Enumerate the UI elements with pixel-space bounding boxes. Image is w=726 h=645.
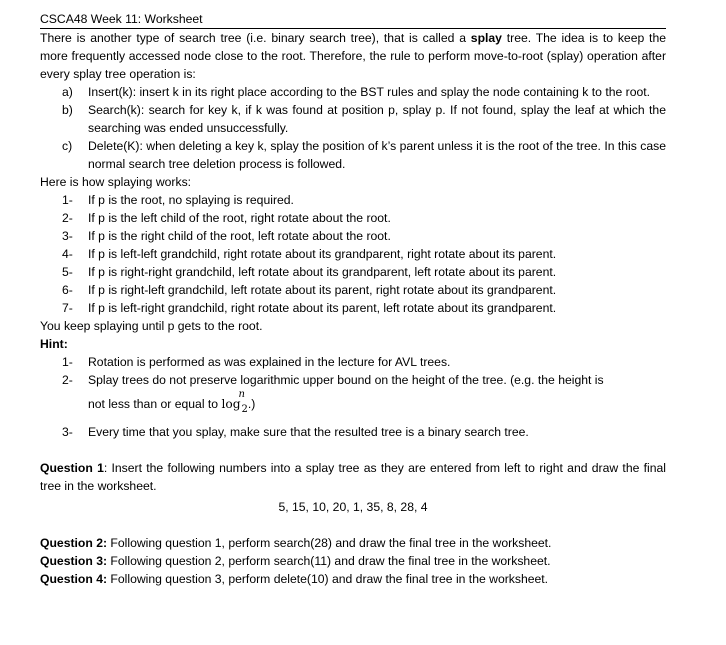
hint-label-text: Hint: bbox=[40, 337, 68, 351]
operation-item-delete bbox=[40, 137, 666, 173]
operation-text: Delete(K): when deleting a key k, splay the position of k’s parent unless it is the root of the tree. In this case normal search tree deletion process is followed. bbox=[88, 139, 666, 171]
intro-bold-term: splay bbox=[470, 31, 502, 45]
log-subscript: 2 bbox=[241, 404, 248, 415]
rule-item bbox=[40, 209, 666, 227]
operation-item-insert bbox=[40, 83, 666, 101]
question-1 bbox=[40, 459, 666, 495]
spacer bbox=[40, 516, 666, 534]
rule-marker: 1- bbox=[62, 193, 73, 207]
rule-item bbox=[40, 191, 666, 209]
hint-text-line1: Splay trees do not preserve logarithmic upper bound on the height of the tree. (e.g. the height is bbox=[88, 373, 604, 387]
rule-text: If p is the root, no splaying is required. bbox=[88, 193, 294, 207]
rule-text: If p is right-left grandchild, left rotate about its parent, right rotate about its grandparent. bbox=[88, 283, 557, 297]
rule-text: If p is left-left grandchild, right rotate about its grandparent, right rotate about its parent. bbox=[88, 247, 557, 261]
page-header: CSCA48 Week 11: Worksheet bbox=[40, 10, 666, 29]
intro-text-before: There is another type of search tree (i.e. binary search tree), that is called a bbox=[40, 31, 471, 45]
log-expression bbox=[221, 389, 248, 415]
operation-marker: b) bbox=[62, 103, 73, 117]
rule-marker: 6- bbox=[62, 283, 73, 297]
rule-marker: 4- bbox=[62, 247, 73, 261]
hint-item bbox=[40, 423, 666, 441]
number-sequence: 5, 15, 10, 20, 1, 35, 8, 28, 4 bbox=[278, 500, 428, 514]
log-superscript: n bbox=[238, 389, 245, 400]
question-2-label: Question 2: bbox=[40, 536, 108, 550]
question-3-label: Question 3: bbox=[40, 554, 108, 568]
worksheet-page bbox=[40, 10, 666, 588]
hint-marker: 3- bbox=[62, 425, 73, 439]
hint-text-line2-before: not less than or equal to bbox=[88, 397, 222, 411]
log-function: log bbox=[221, 397, 241, 411]
operation-text: Insert(k): insert k in its right place according to the BST rules and splay the node containing k to the root. bbox=[88, 85, 651, 99]
rule-text: If p is the left child of the root, right rotate about the root. bbox=[88, 211, 391, 225]
rule-item bbox=[40, 281, 666, 299]
rule-marker: 5- bbox=[62, 265, 73, 279]
intro-text-after: tree. The idea is to keep the more frequently accessed node close to the root. Therefore, the rule to perform move-to-root (splay) operation after every splay tree operation is: bbox=[40, 31, 666, 81]
hint-text: Rotation is performed as was explained in the lecture for AVL trees. bbox=[88, 355, 451, 369]
how-label: Here is how splaying works: bbox=[40, 175, 192, 189]
hint-text: Every time that you splay, make sure that the resulted tree is a binary search tree. bbox=[88, 425, 529, 439]
rule-marker: 7- bbox=[62, 301, 73, 315]
question-3 bbox=[40, 552, 666, 570]
hint-item bbox=[40, 353, 666, 371]
spacer bbox=[40, 441, 666, 459]
question-4-label: Question 4: bbox=[40, 572, 108, 586]
question-2-text: Following question 1, perform search(28) and draw the final tree in the worksheet. bbox=[107, 536, 552, 550]
question-1-text: : Insert the following numbers into a splay tree as they are entered from left to right and draw the final tree in the worksheet. bbox=[40, 461, 666, 493]
question-1-label: Question 1 bbox=[40, 461, 104, 475]
question-4 bbox=[40, 570, 666, 588]
hint-text-line2 bbox=[88, 389, 666, 415]
operation-marker: a) bbox=[62, 85, 73, 99]
rule-marker: 2- bbox=[62, 211, 73, 225]
operation-text: Search(k): search for key k, if k was found at position p, splay p. If not found, splay the leaf at which the searching was ended unsuccessfully. bbox=[88, 103, 666, 135]
rule-text: If p is the right child of the root, left rotate about the root. bbox=[88, 229, 391, 243]
hint-label bbox=[40, 335, 666, 353]
hint-marker: 1- bbox=[62, 355, 73, 369]
question-3-text: Following question 2, perform search(11) and draw the final tree in the worksheet. bbox=[107, 554, 551, 568]
rule-item bbox=[40, 227, 666, 245]
rule-marker: 3- bbox=[62, 229, 73, 243]
keep-splaying-line: You keep splaying until p gets to the root. bbox=[40, 319, 263, 333]
rule-item bbox=[40, 245, 666, 263]
hint-text-line2-after: .) bbox=[247, 397, 256, 411]
hint-text-block bbox=[88, 371, 666, 415]
rule-item bbox=[40, 263, 666, 281]
question-4-text: Following question 3, perform delete(10) and draw the final tree in the worksheet. bbox=[107, 572, 549, 586]
rule-text: If p is left-right grandchild, right rotate about its parent, left rotate about its grandparent. bbox=[88, 301, 557, 315]
hint-marker: 2- bbox=[62, 373, 73, 387]
hint-item-log bbox=[40, 371, 666, 415]
operation-marker: c) bbox=[62, 139, 73, 153]
operation-item-search bbox=[40, 101, 666, 137]
rule-text: If p is right-right grandchild, left rotate about its grandparent, left rotate about its parent. bbox=[88, 265, 557, 279]
rule-item bbox=[40, 299, 666, 317]
intro-paragraph bbox=[40, 29, 666, 83]
question-2 bbox=[40, 534, 666, 552]
